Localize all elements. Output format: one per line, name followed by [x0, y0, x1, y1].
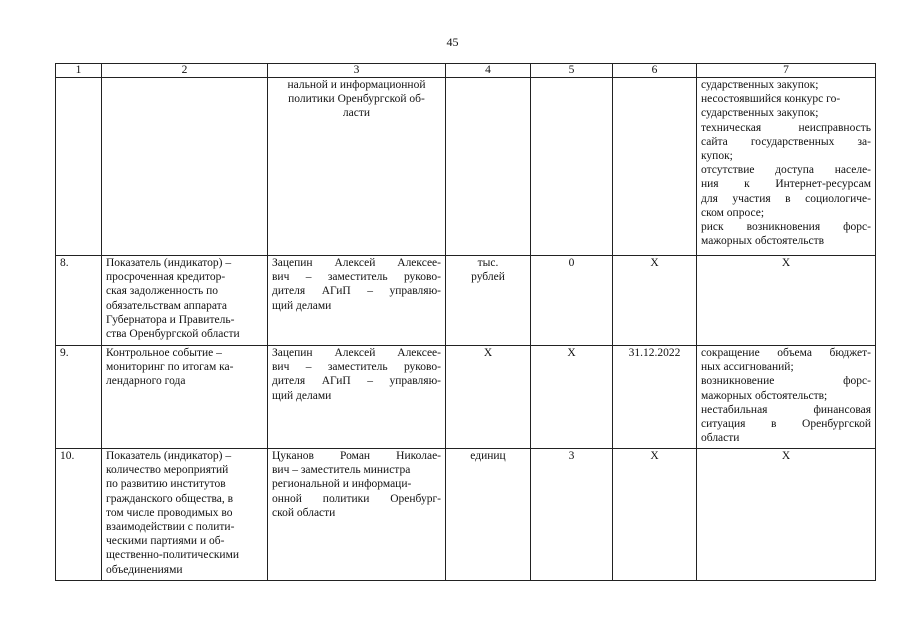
- value-cell: 3: [531, 449, 613, 581]
- text-line: нестабильная финансовая: [701, 403, 871, 416]
- text-line: X: [781, 257, 791, 269]
- text-line: вич – заместитель руково-: [272, 361, 441, 374]
- risks-cell: [697, 449, 876, 581]
- text-line: мониторинг по итогам ка-: [106, 361, 234, 374]
- risks-cell: [697, 346, 876, 449]
- text-line: ской области: [272, 506, 336, 519]
- responsible-cell: [268, 346, 446, 449]
- date-cell: X: [613, 449, 697, 581]
- number-cell: [56, 78, 102, 256]
- date-cell: X: [613, 256, 697, 346]
- risks-cell: [697, 256, 876, 346]
- unit-cell: [446, 449, 531, 581]
- text-line: вич – заместитель руково-: [272, 271, 441, 284]
- text-line: по развитию институтов: [106, 478, 226, 491]
- text-line: том числе проводимых во: [106, 506, 233, 519]
- column-header: 4: [446, 64, 531, 78]
- text-line: отсутствие доступа населе-: [701, 164, 871, 177]
- text-line: сокращение объема бюджет-: [701, 347, 871, 359]
- text-line: онной политики Оренбург-: [272, 492, 441, 505]
- plan-table: [55, 63, 876, 581]
- text-line: мажорных обстоятельств: [701, 235, 825, 248]
- text-line: несостоявшийся конкурс го-: [701, 93, 841, 106]
- value-cell: 0: [531, 256, 613, 346]
- column-header: 7: [697, 64, 876, 78]
- name-cell: [102, 78, 268, 256]
- text-line: Цуканов Роман Николае-: [272, 450, 441, 462]
- row-number: 10.: [56, 449, 102, 581]
- text-line: дителя АГиП – управляю-: [272, 285, 441, 298]
- text-line: политики Оренбургской об-: [288, 93, 425, 106]
- text-line: ния к Интернет-ресурсам: [701, 178, 871, 191]
- row-number: 8.: [56, 256, 102, 346]
- name-cell: [102, 449, 268, 581]
- table-row: [56, 346, 876, 449]
- text-line: Губернатора и Правитель-: [106, 313, 235, 326]
- text-line: дителя АГиП – управляю-: [272, 375, 441, 388]
- unit-cell: [446, 346, 531, 449]
- name-cell: [102, 256, 268, 346]
- text-line: ском опросе;: [701, 206, 765, 219]
- column-header: 2: [102, 64, 268, 78]
- unit-cell: [446, 78, 531, 256]
- text-line: мажорных обстоятельств;: [701, 389, 828, 402]
- text-line: техническая неисправность: [701, 121, 871, 134]
- text-line: нальной и информационной: [287, 79, 426, 91]
- column-header: 3: [268, 64, 446, 78]
- text-line: ская задолженность по: [106, 285, 219, 298]
- text-line: Контрольное событие –: [106, 347, 222, 359]
- text-line: единиц: [470, 450, 506, 462]
- text-line: для участия в социологиче-: [701, 192, 871, 205]
- text-line: щий делами: [272, 389, 332, 402]
- column-header: 5: [531, 64, 613, 78]
- text-line: щий делами: [272, 299, 332, 312]
- text-line: X: [483, 347, 493, 359]
- text-line: взаимодействии с полити-: [106, 521, 235, 534]
- column-header-row: [56, 64, 876, 78]
- text-line: X: [781, 450, 791, 462]
- text-line: ческими партиями и об-: [106, 535, 225, 548]
- text-line: щественно-политическими: [106, 549, 240, 562]
- date-cell: [613, 78, 697, 256]
- text-line: обязательствам аппарата: [106, 299, 227, 312]
- page-number: 45: [446, 35, 459, 49]
- text-line: купок;: [701, 150, 733, 163]
- text-line: тыс.: [477, 257, 499, 269]
- date-cell: 31.12.2022: [613, 346, 697, 449]
- text-line: гражданского общества, в: [106, 492, 234, 505]
- text-line: Зацепин Алексей Алексее-: [272, 347, 441, 359]
- text-line: риск возникновения форс-: [701, 221, 871, 234]
- text-line: просроченная кредитор-: [106, 271, 226, 284]
- risks-cell: [697, 78, 876, 256]
- text-line: Зацепин Алексей Алексее-: [272, 257, 441, 269]
- name-cell: [102, 346, 268, 449]
- text-line: сударственных закупок;: [701, 107, 819, 120]
- text-line: ных ассигнований;: [701, 361, 794, 374]
- text-line: Показатель (индикатор) –: [106, 257, 232, 269]
- text-line: вич – заместитель министра: [272, 464, 411, 477]
- responsible-cell: [268, 449, 446, 581]
- text-line: объединениями: [106, 563, 183, 576]
- value-cell: [531, 78, 613, 256]
- text-line: региональной и информаци-: [272, 478, 412, 491]
- column-header: 6: [613, 64, 697, 78]
- text-line: лендарного года: [106, 375, 186, 388]
- text-line: сударственных закупок;: [701, 79, 819, 91]
- text-line: сайта государственных за-: [701, 135, 871, 148]
- text-line: количество мероприятий: [106, 464, 229, 477]
- text-line: рублей: [471, 271, 505, 284]
- text-line: ситуация в Оренбургской: [701, 418, 871, 431]
- table-row: [56, 449, 876, 581]
- text-line: области: [701, 432, 740, 445]
- text-line: ласти: [342, 107, 371, 120]
- unit-cell: [446, 256, 531, 346]
- column-header: 1: [56, 64, 102, 78]
- value-cell: X: [531, 346, 613, 449]
- responsible-cell: [268, 256, 446, 346]
- text-line: Показатель (индикатор) –: [106, 450, 232, 462]
- text-line: ства Оренбургской области: [106, 328, 240, 341]
- table-row: [56, 256, 876, 346]
- responsible-cell: [268, 78, 446, 256]
- table-row-continuation: [56, 78, 876, 256]
- text-line: возникновение форс-: [701, 375, 871, 388]
- row-number: 9.: [56, 346, 102, 449]
